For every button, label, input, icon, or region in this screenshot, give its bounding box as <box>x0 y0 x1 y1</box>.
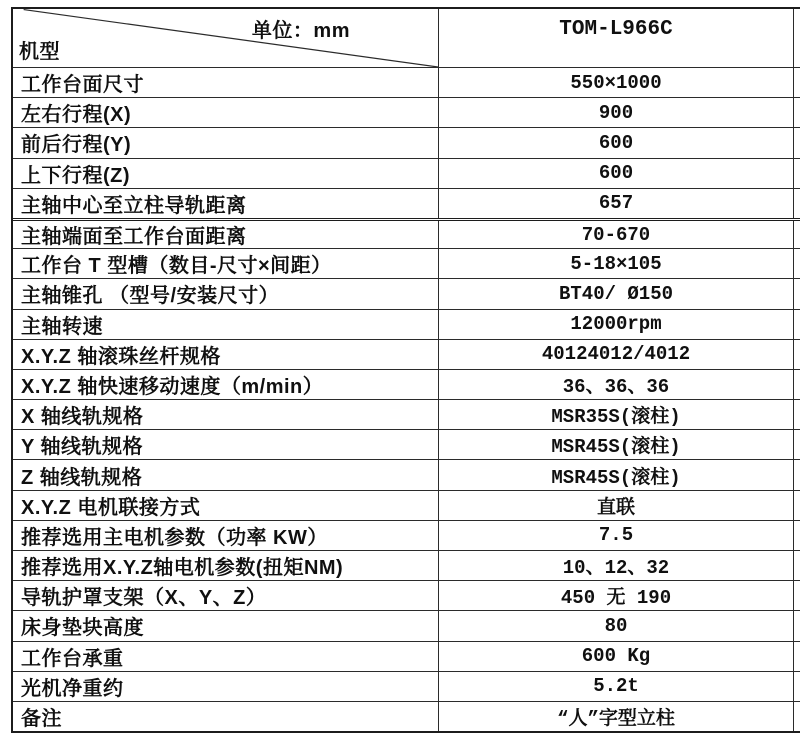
spec-row <box>13 158 800 188</box>
cutoff-column-cell <box>794 460 800 489</box>
machine-spec-table <box>11 7 800 733</box>
spec-value-cell: 450 无 190 <box>439 581 794 610</box>
model-name-cell: TOM-L966C <box>439 9 794 67</box>
spec-value-cell: 40124012/4012 <box>439 340 794 369</box>
spec-label-cell: 主轴中心至立柱导轨距离 <box>13 189 439 218</box>
spec-label-cell: 工作台 T 型槽（数目-尺寸×间距） <box>13 249 439 278</box>
spec-label-cell: X 轴线轨规格 <box>13 400 439 429</box>
cutoff-column-cell <box>794 249 800 278</box>
spec-label-cell: 工作台承重 <box>13 642 439 671</box>
cutoff-column-cell <box>794 98 800 127</box>
spec-value-cell: 7.5 <box>439 521 794 550</box>
spec-value-cell: 600 Kg <box>439 642 794 671</box>
cutoff-column-cell <box>794 310 800 339</box>
cutoff-column-cell <box>794 279 800 308</box>
spec-value-cell: 900 <box>439 98 794 127</box>
cutoff-column-cell <box>794 551 800 580</box>
spec-label-cell: 工作台面尺寸 <box>13 68 439 97</box>
cutoff-column-cell <box>794 221 800 248</box>
cutoff-column-cell <box>794 491 800 520</box>
spec-label-cell: 前后行程(Y) <box>13 128 439 157</box>
spec-row <box>13 399 800 429</box>
spec-label-cell: 备注 <box>13 702 439 731</box>
spec-value-cell: 5.2t <box>439 672 794 701</box>
spec-value-cell: 5-18×105 <box>439 249 794 278</box>
spec-value-cell: MSR45S(滚柱) <box>439 430 794 459</box>
cutoff-column-cell <box>794 68 800 97</box>
spec-row <box>13 520 800 550</box>
cutoff-column-cell <box>794 430 800 459</box>
spec-value-cell: MSR35S(滚柱) <box>439 400 794 429</box>
spec-value-cell: 657 <box>439 189 794 218</box>
spec-value-cell: 600 <box>439 159 794 188</box>
cutoff-column-cell <box>794 340 800 369</box>
cutoff-column-cell <box>794 159 800 188</box>
spec-row <box>13 309 800 339</box>
spec-row <box>13 701 800 731</box>
cutoff-column-cell <box>794 400 800 429</box>
cutoff-column-cell <box>794 521 800 550</box>
spec-label-cell: 上下行程(Z) <box>13 159 439 188</box>
spec-value-cell: 36、36、36 <box>439 370 794 399</box>
spec-label-cell: 左右行程(X) <box>13 98 439 127</box>
spec-row <box>13 369 800 399</box>
spec-row <box>13 188 800 218</box>
header-diagonal-cell <box>13 9 439 67</box>
spec-label-cell: 光机净重约 <box>13 672 439 701</box>
spec-label-cell: 主轴锥孔 （型号/安装尺寸） <box>13 279 439 308</box>
model-axis-label: 机型 <box>19 41 60 63</box>
spec-label-cell: Z 轴线轨规格 <box>13 460 439 489</box>
spec-row <box>13 339 800 369</box>
spec-value-cell: BT40/ Ø150 <box>439 279 794 308</box>
spec-row <box>13 218 800 248</box>
cutoff-column-cell <box>794 702 800 731</box>
unit-label: 单位：mm <box>251 20 350 42</box>
spec-label-cell: X.Y.Z 轴滚珠丝杆规格 <box>13 340 439 369</box>
spec-label-cell: 主轴转速 <box>13 310 439 339</box>
cutoff-column-cell <box>794 370 800 399</box>
spec-value-cell: 直联 <box>439 491 794 520</box>
cutoff-column-cell <box>794 9 800 67</box>
spec-label-cell: Y 轴线轨规格 <box>13 430 439 459</box>
spec-label-cell: 主轴端面至工作台面距离 <box>13 221 439 248</box>
spec-value-cell: MSR45S(滚柱) <box>439 460 794 489</box>
spec-label-cell: 导轨护罩支架（X、Y、Z） <box>13 581 439 610</box>
spec-row <box>13 248 800 278</box>
spec-row <box>13 429 800 459</box>
spec-value-cell: 70-670 <box>439 221 794 248</box>
spec-value-cell: 12000rpm <box>439 310 794 339</box>
spec-row <box>13 610 800 640</box>
spec-row <box>13 127 800 157</box>
spec-value-cell: 80 <box>439 611 794 640</box>
cutoff-column-cell <box>794 672 800 701</box>
table-header-row <box>13 9 800 67</box>
spec-value-cell: “人”字型立柱 <box>439 702 794 731</box>
cutoff-column-cell <box>794 189 800 218</box>
spec-label-cell: 推荐选用X.Y.Z轴电机参数(扭矩NM) <box>13 551 439 580</box>
spec-label-cell: 床身垫块高度 <box>13 611 439 640</box>
spec-value-cell: 550×1000 <box>439 68 794 97</box>
cutoff-column-cell <box>794 611 800 640</box>
spec-row <box>13 550 800 580</box>
spec-label-cell: X.Y.Z 电机联接方式 <box>13 491 439 520</box>
cutoff-column-cell <box>794 642 800 671</box>
spec-row <box>13 278 800 308</box>
spec-row <box>13 97 800 127</box>
cutoff-column-cell <box>794 128 800 157</box>
spec-row <box>13 459 800 489</box>
spec-row <box>13 671 800 701</box>
spec-label-cell: 推荐选用主电机参数（功率 KW） <box>13 521 439 550</box>
spec-label-cell: X.Y.Z 轴快速移动速度（m/min） <box>13 370 439 399</box>
spec-row <box>13 67 800 97</box>
spec-row <box>13 580 800 610</box>
spec-row <box>13 641 800 671</box>
diagonal-divider-line <box>13 9 438 67</box>
cutoff-column-cell <box>794 581 800 610</box>
spec-value-cell: 600 <box>439 128 794 157</box>
spec-value-cell: 10、12、32 <box>439 551 794 580</box>
spec-row <box>13 490 800 520</box>
